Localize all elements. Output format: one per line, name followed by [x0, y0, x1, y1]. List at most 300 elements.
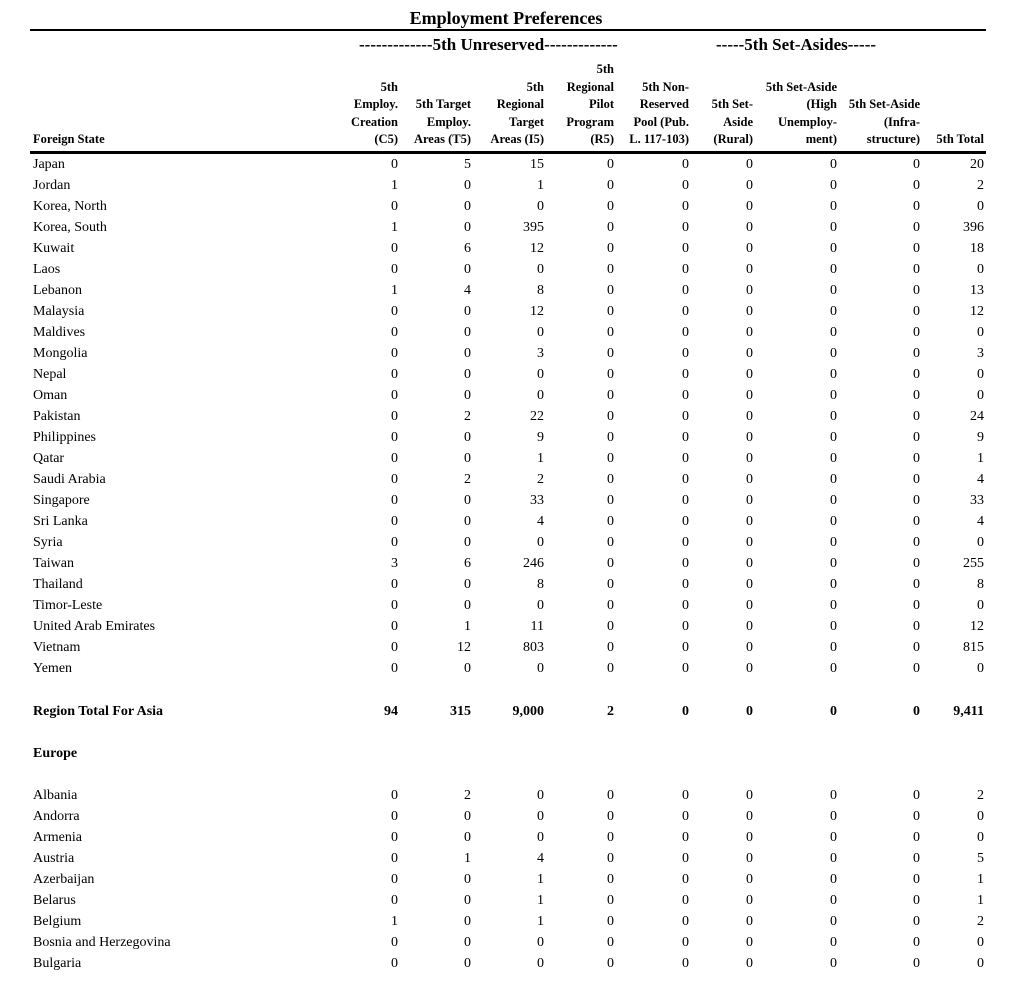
table-cell: 0 [607, 409, 614, 424]
table-cell: 0 [913, 241, 920, 256]
table-cell: 0 [391, 388, 398, 403]
table-cell: 0 [977, 598, 984, 613]
table-cell: 1 [977, 451, 984, 466]
table-cell: 0 [464, 346, 471, 361]
table-cell: 0 [391, 199, 398, 214]
table-cell: 0 [977, 661, 984, 676]
table-cell: 0 [391, 535, 398, 550]
row-label: Korea, North [33, 199, 107, 214]
table-cell: 8 [977, 577, 984, 592]
table-cell: 4 [464, 283, 471, 298]
table-cell: 0 [746, 914, 753, 929]
table-cell: 0 [746, 472, 753, 487]
table-cell: 0 [913, 325, 920, 340]
table-row [0, 935, 1012, 956]
table-cell: 0 [537, 199, 544, 214]
row-label: Maldives [33, 325, 86, 340]
table-cell: 0 [830, 956, 837, 971]
table-cell: 0 [607, 872, 614, 887]
table-cell: 20 [970, 157, 984, 172]
table-cell: 0 [913, 661, 920, 676]
table-cell: 0 [830, 598, 837, 613]
table-cell: 0 [682, 283, 689, 298]
row-label: Armenia [33, 830, 82, 845]
row-label: Azerbaijan [33, 872, 95, 887]
table-cell: 0 [830, 388, 837, 403]
table-row [0, 851, 1012, 872]
row-label: Thailand [33, 577, 83, 592]
table-cell: 0 [391, 619, 398, 634]
table-cell: 0 [607, 283, 614, 298]
table-cell: 0 [607, 514, 614, 529]
table-cell: 0 [607, 430, 614, 445]
table-cell: 0 [682, 872, 689, 887]
table-cell: 0 [682, 451, 689, 466]
table-cell: 22 [530, 409, 544, 424]
table-cell: 0 [746, 893, 753, 908]
table-cell: 0 [537, 598, 544, 613]
table-cell: 3 [977, 346, 984, 361]
table-cell: 0 [682, 640, 689, 655]
table-cell: 0 [464, 451, 471, 466]
table-cell: 0 [682, 262, 689, 277]
row-label: Korea, South [33, 220, 107, 235]
table-cell: 246 [523, 556, 544, 571]
table-cell: 0 [913, 430, 920, 445]
column-header-infrastructure: 5th Set-Aside (Infra- structure) [848, 97, 920, 147]
table-cell: 0 [830, 661, 837, 676]
table-cell: 0 [913, 178, 920, 193]
table-cell: 0 [913, 157, 920, 172]
table-cell: 0 [537, 788, 544, 803]
table-cell: 0 [682, 409, 689, 424]
table-cell: 33 [530, 493, 544, 508]
table-cell: 0 [682, 304, 689, 319]
table-cell: 0 [682, 325, 689, 340]
table-row [0, 304, 1012, 325]
table-cell: 1 [537, 178, 544, 193]
table-cell: 0 [913, 598, 920, 613]
table-cell: 0 [746, 388, 753, 403]
table-cell: 0 [746, 619, 753, 634]
table-cell: 0 [607, 535, 614, 550]
table-cell: 0 [607, 956, 614, 971]
table-cell: 0 [682, 893, 689, 908]
table-cell: 0 [830, 914, 837, 929]
column-header-r5: 5th Regional Pilot Program (R5) [566, 62, 614, 147]
table-cell: 0 [607, 178, 614, 193]
table-cell: 2 [464, 472, 471, 487]
table-cell: 0 [464, 367, 471, 382]
table-cell: 0 [607, 914, 614, 929]
table-cell: 0 [913, 367, 920, 382]
row-label: Mongolia [33, 346, 88, 361]
table-cell: 0 [913, 704, 920, 719]
column-header-t5: 5th Target Employ. Areas (T5) [413, 97, 471, 147]
table-cell: 0 [913, 304, 920, 319]
table-cell: 0 [607, 388, 614, 403]
table-cell: 0 [682, 809, 689, 824]
table-cell: 0 [830, 619, 837, 634]
column-header-rural: 5th Set- Aside (Rural) [711, 97, 753, 147]
table-cell: 0 [830, 640, 837, 655]
row-label: Yemen [33, 661, 73, 676]
table-row [0, 157, 1012, 178]
table-cell: 9 [977, 430, 984, 445]
table-cell: 0 [913, 283, 920, 298]
row-label: Timor-Leste [33, 598, 103, 613]
table-cell: 0 [682, 157, 689, 172]
table-cell: 0 [830, 451, 837, 466]
table-cell: 0 [682, 577, 689, 592]
table-cell: 0 [607, 893, 614, 908]
table-cell: 0 [746, 830, 753, 845]
table-cell: 12 [457, 640, 471, 655]
table-cell: 0 [464, 577, 471, 592]
table-row [0, 346, 1012, 367]
table-cell: 0 [537, 830, 544, 845]
table-cell: 0 [830, 809, 837, 824]
table-cell: 0 [830, 283, 837, 298]
table-cell: 0 [746, 178, 753, 193]
table-cell: 0 [464, 830, 471, 845]
table-cell: 0 [607, 598, 614, 613]
section-header-europe: Europe [33, 746, 78, 761]
table-cell: 0 [913, 262, 920, 277]
table-cell: 8 [537, 283, 544, 298]
table-cell: 0 [830, 493, 837, 508]
table-cell: 0 [537, 325, 544, 340]
table-cell: 0 [830, 514, 837, 529]
table-cell: 8 [537, 577, 544, 592]
table-cell: 2 [464, 788, 471, 803]
table-cell: 9,411 [953, 704, 984, 719]
table-cell: 0 [537, 367, 544, 382]
table-cell: 1 [464, 619, 471, 634]
table-cell: 0 [830, 157, 837, 172]
table-cell: 0 [391, 472, 398, 487]
table-cell: 0 [682, 199, 689, 214]
table-row [0, 788, 1012, 809]
table-cell: 0 [830, 409, 837, 424]
header-rule [30, 151, 986, 154]
table-cell: 0 [537, 262, 544, 277]
table-cell: 0 [830, 830, 837, 845]
table-cell: 815 [963, 640, 984, 655]
column-header-non-reserved: 5th Non- Reserved Pool (Pub. L. 117-103) [629, 79, 689, 147]
table-cell: 0 [682, 598, 689, 613]
table-cell: 0 [830, 241, 837, 256]
row-label: Bulgaria [33, 956, 82, 971]
table-cell: 0 [607, 851, 614, 866]
table-cell: 396 [963, 220, 984, 235]
table-cell: 0 [977, 830, 984, 845]
table-cell: 0 [464, 809, 471, 824]
table-cell: 0 [607, 451, 614, 466]
table-cell: 0 [607, 262, 614, 277]
table-cell: 0 [977, 809, 984, 824]
table-cell: 0 [464, 914, 471, 929]
row-label: Qatar [33, 451, 65, 466]
table-cell: 0 [607, 493, 614, 508]
table-cell: 0 [682, 388, 689, 403]
table-cell: 0 [607, 157, 614, 172]
table-cell: 0 [682, 220, 689, 235]
table-cell: 0 [913, 935, 920, 950]
table-row [0, 956, 1012, 977]
row-label: Jordan [33, 178, 71, 193]
table-cell: 0 [913, 872, 920, 887]
table-row [0, 661, 1012, 682]
table-cell: 12 [530, 241, 544, 256]
table-cell: 0 [464, 535, 471, 550]
table-cell: 0 [830, 346, 837, 361]
table-row [0, 893, 1012, 914]
table-cell: 12 [970, 304, 984, 319]
table-cell: 0 [830, 893, 837, 908]
table-cell: 0 [746, 367, 753, 382]
table-cell: 15 [530, 157, 544, 172]
row-label: Philippines [33, 430, 97, 445]
table-cell: 1 [391, 178, 398, 193]
table-cell: 9 [537, 430, 544, 445]
table-cell: 0 [682, 367, 689, 382]
table-row [0, 367, 1012, 388]
row-label: Taiwan [33, 556, 75, 571]
table-cell: 0 [746, 325, 753, 340]
table-cell: 0 [537, 956, 544, 971]
table-row [0, 283, 1012, 304]
table-cell: 94 [384, 704, 398, 719]
table-cell: 1 [977, 893, 984, 908]
table-cell: 0 [391, 851, 398, 866]
table-cell: 0 [391, 640, 398, 655]
table-cell: 0 [682, 430, 689, 445]
table-cell: 0 [682, 535, 689, 550]
region-total-row [0, 704, 1012, 725]
table-cell: 0 [746, 956, 753, 971]
table-cell: 0 [746, 661, 753, 676]
table-cell: 0 [913, 409, 920, 424]
table-row [0, 241, 1012, 262]
table-cell: 1 [391, 220, 398, 235]
table-cell: 0 [977, 199, 984, 214]
table-cell: 0 [607, 830, 614, 845]
table-cell: 0 [913, 514, 920, 529]
table-cell: 0 [913, 788, 920, 803]
table-cell: 0 [607, 220, 614, 235]
table-cell: 3 [391, 556, 398, 571]
table-cell: 4 [977, 472, 984, 487]
table-cell: 0 [537, 809, 544, 824]
row-label: Andorra [33, 809, 80, 824]
table-cell: 0 [391, 661, 398, 676]
table-cell: 0 [913, 830, 920, 845]
table-cell: 0 [391, 409, 398, 424]
table-cell: 0 [830, 556, 837, 571]
table-cell: 0 [391, 367, 398, 382]
table-cell: 0 [913, 535, 920, 550]
table-cell: 0 [830, 430, 837, 445]
table-cell: 0 [913, 914, 920, 929]
row-label: Japan [33, 157, 65, 172]
row-label: Syria [33, 535, 63, 550]
table-cell: 0 [607, 935, 614, 950]
table-cell: 0 [746, 556, 753, 571]
table-row [0, 220, 1012, 241]
table-cell: 0 [746, 640, 753, 655]
table-cell: 0 [830, 220, 837, 235]
table-cell: 0 [607, 809, 614, 824]
table-cell: 0 [682, 956, 689, 971]
table-cell: 0 [607, 640, 614, 655]
table-cell: 0 [682, 830, 689, 845]
table-cell: 0 [977, 956, 984, 971]
table-cell: 18 [970, 241, 984, 256]
table-cell: 0 [607, 325, 614, 340]
table-cell: 0 [977, 935, 984, 950]
table-cell: 0 [830, 788, 837, 803]
table-cell: 0 [682, 661, 689, 676]
table-cell: 1 [537, 893, 544, 908]
row-label: Pakistan [33, 409, 81, 424]
table-row [0, 514, 1012, 535]
table-cell: 0 [746, 704, 753, 719]
table-cell: 0 [746, 851, 753, 866]
table-cell: 0 [607, 661, 614, 676]
table-cell: 0 [746, 935, 753, 950]
table-cell: 0 [464, 872, 471, 887]
table-cell: 0 [682, 704, 689, 719]
table-row [0, 430, 1012, 451]
table-cell: 0 [682, 851, 689, 866]
table-cell: 0 [391, 262, 398, 277]
table-cell: 0 [464, 893, 471, 908]
row-label: Kuwait [33, 241, 75, 256]
table-cell: 0 [913, 577, 920, 592]
table-cell: 1 [537, 872, 544, 887]
table-cell: 1 [391, 914, 398, 929]
table-cell: 0 [391, 598, 398, 613]
table-cell: 0 [913, 640, 920, 655]
table-cell: 0 [746, 241, 753, 256]
column-header-i5: 5th Regional Target Areas (I5) [490, 79, 544, 147]
row-label: Lebanon [33, 283, 82, 298]
table-cell: 0 [830, 199, 837, 214]
table-row [0, 577, 1012, 598]
table-cell: 0 [464, 304, 471, 319]
column-header-c5: 5th Employ. Creation (C5) [351, 79, 398, 147]
table-cell: 0 [913, 199, 920, 214]
table-cell: 1 [977, 872, 984, 887]
table-cell: 2 [607, 704, 614, 719]
table-cell: 0 [391, 157, 398, 172]
table-cell: 0 [830, 367, 837, 382]
table-cell: 0 [746, 430, 753, 445]
table-cell: 0 [746, 199, 753, 214]
table-cell: 0 [464, 493, 471, 508]
column-header-total: 5th Total [936, 132, 984, 147]
table-cell: 0 [607, 556, 614, 571]
table-row [0, 472, 1012, 493]
table-cell: 13 [970, 283, 984, 298]
table-cell: 0 [607, 788, 614, 803]
table-cell: 9,000 [512, 704, 544, 719]
column-header-high-unemployment: 5th Set-Aside (High Unemploy- ment) [765, 79, 837, 147]
table-row [0, 619, 1012, 640]
table-cell: 0 [464, 661, 471, 676]
table-cell: 0 [391, 872, 398, 887]
table-cell: 0 [391, 451, 398, 466]
table-cell: 395 [523, 220, 544, 235]
row-label: Singapore [33, 493, 90, 508]
table-cell: 0 [607, 241, 614, 256]
row-label: Sri Lanka [33, 514, 88, 529]
table-cell: 0 [746, 304, 753, 319]
table-cell: 0 [977, 325, 984, 340]
table-cell: 0 [391, 809, 398, 824]
table-cell: 0 [746, 577, 753, 592]
table-cell: 0 [913, 893, 920, 908]
table-row [0, 872, 1012, 893]
table-cell: 0 [537, 661, 544, 676]
table-cell: 33 [970, 493, 984, 508]
table-cell: 4 [977, 514, 984, 529]
table-cell: 1 [391, 283, 398, 298]
table-cell: 0 [682, 241, 689, 256]
table-cell: 24 [970, 409, 984, 424]
table-cell: 0 [746, 493, 753, 508]
table-cell: 6 [464, 241, 471, 256]
table-row [0, 178, 1012, 199]
row-label: Nepal [33, 367, 67, 382]
table-cell: 0 [682, 514, 689, 529]
table-cell: 0 [830, 577, 837, 592]
table-cell: 0 [464, 199, 471, 214]
row-label: Albania [33, 788, 78, 803]
row-label: Oman [33, 388, 68, 403]
table-cell: 0 [607, 304, 614, 319]
group-header-set-asides: -----5th Set-Asides----- [716, 35, 877, 54]
row-label: Belgium [33, 914, 82, 929]
table-cell: 0 [830, 872, 837, 887]
table-row [0, 451, 1012, 472]
table-cell: 0 [682, 619, 689, 634]
table-cell: 11 [530, 619, 544, 634]
table-cell: 0 [746, 514, 753, 529]
table-row [0, 199, 1012, 220]
row-label: Malaysia [33, 304, 85, 319]
table-cell: 0 [830, 178, 837, 193]
row-label: Laos [33, 262, 61, 277]
table-cell: 3 [537, 346, 544, 361]
table-cell: 0 [913, 472, 920, 487]
table-row [0, 830, 1012, 851]
table-cell: 0 [746, 346, 753, 361]
table-cell: 5 [977, 851, 984, 866]
table-cell: 2 [977, 178, 984, 193]
table-cell: 0 [607, 199, 614, 214]
table-cell: 0 [537, 535, 544, 550]
table-cell: 0 [391, 514, 398, 529]
table-cell: 0 [830, 472, 837, 487]
table-cell: 0 [391, 935, 398, 950]
table-row [0, 640, 1012, 661]
row-label: United Arab Emirates [33, 619, 156, 634]
table-cell: 1 [537, 914, 544, 929]
table-cell: 5 [464, 157, 471, 172]
table-row [0, 388, 1012, 409]
